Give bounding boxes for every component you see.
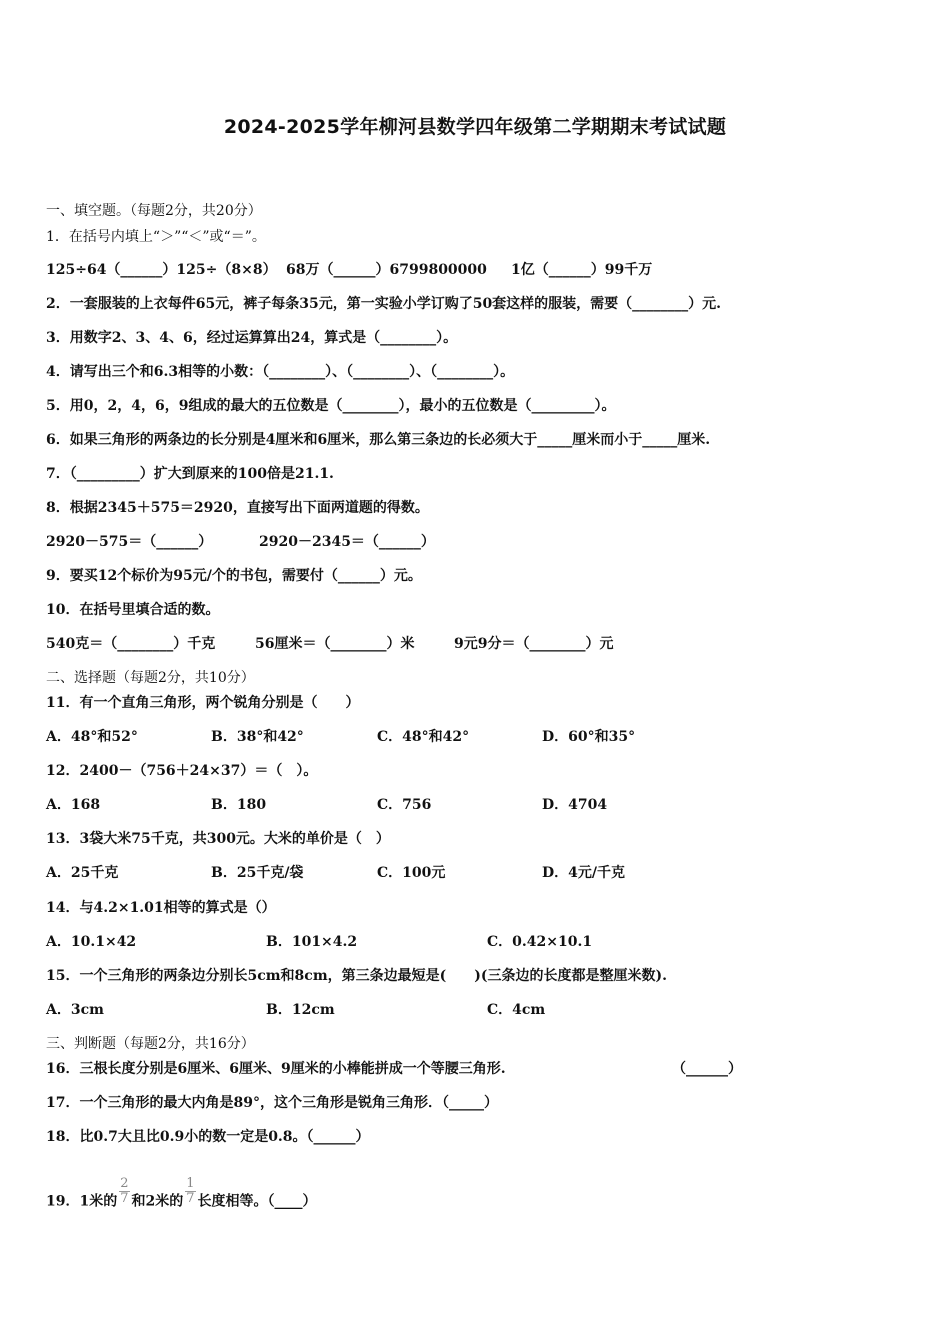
question-17: 17．一个三角形的最大内角是89°，这个三角形是锐角三角形．（_____） [46, 1095, 498, 1111]
q19-text-1: 19．1米的 [46, 1193, 118, 1210]
question-10: 10．在括号里填合适的数。 [46, 602, 220, 618]
q13-option-a: A．25千克 [46, 865, 119, 881]
fraction-one-seventh [185, 1177, 195, 1206]
q1-item-2: 68万（______）6799800000 [286, 262, 487, 278]
fraction-denominator: 7 [120, 1191, 129, 1206]
fraction-numerator: 1 [186, 1176, 195, 1191]
question-4: 4．请写出三个和6.3相等的小数：（________）、（________）、（________）。 [46, 364, 515, 380]
question-13: 13．3袋大米75千克，共300元。大米的单价是（ ） [46, 831, 390, 847]
q10-item-3: 9元9分＝（________）元 [454, 636, 614, 652]
question-6: 6．如果三角形的两条边的长分别是4厘米和6厘米，那么第三条边的长必须大于_____厘米而小于_____厘米. [46, 432, 711, 448]
q11-option-b: B．38°和42° [211, 729, 304, 745]
q8-item-2: 2920－2345＝（______） [259, 534, 435, 550]
question-19 [46, 1176, 317, 1216]
q1-item-3: 1亿（______）99千万 [511, 262, 653, 278]
q16-text: 16．三根长度分别是6厘米、6厘米、9厘米的小棒能拼成一个等腰三角形. [46, 1061, 506, 1077]
q16-blank: （______） [672, 1061, 742, 1077]
question-15: 15．一个三角形的两条边分别长5cm和8cm，第三条边最短是( )(三条边的长度都是整厘米数). [46, 968, 668, 984]
q15-option-a: A．3cm [46, 1002, 104, 1018]
q14-option-a: A．10.1×42 [46, 934, 137, 950]
q11-option-a: A．48°和52° [46, 729, 138, 745]
q13-option-b: B．25千克/袋 [211, 865, 304, 881]
q12-option-a: A．168 [46, 797, 101, 813]
question-1: 1．在括号内填上“＞”“＜”或“＝”。 [46, 229, 266, 245]
section-heading-judgement: 三、判断题（每题2分，共16分） [46, 1036, 255, 1052]
q19-text-2: 和2米的 [131, 1193, 184, 1210]
fraction-two-sevenths [119, 1177, 129, 1206]
section-heading-choice: 二、选择题（每题2分，共10分） [46, 670, 255, 686]
section-heading-fill-blank: 一、填空题。（每题2分，共20分） [46, 203, 262, 219]
page-title: 2024-2025学年柳河县数学四年级第二学期期末考试试题 [223, 116, 727, 138]
fraction-denominator: 7 [186, 1191, 195, 1206]
q8-item-1: 2920－575＝（______） [46, 534, 213, 550]
fraction-numerator: 2 [120, 1176, 129, 1191]
question-5: 5．用0，2，4，6，9组成的最大的五位数是（________），最小的五位数是（_________）。 [46, 398, 616, 414]
q13-option-d: D．4元/千克 [542, 865, 625, 881]
question-8: 8．根据2345＋575＝2920，直接写出下面两道题的得数。 [46, 500, 429, 516]
q14-option-c: C．0.42×10.1 [487, 934, 593, 950]
question-2: 2．一套服装的上衣每件65元，裤子每条35元，第一实验小学订购了50套这样的服装，需要（________）元. [46, 296, 722, 312]
q12-option-c: C．756 [377, 797, 432, 813]
question-11: 11．有一个直角三角形，两个锐角分别是（ ） [46, 695, 360, 711]
q15-option-c: C．4cm [487, 1002, 546, 1018]
q10-item-2: 56厘米＝（________）米 [255, 636, 415, 652]
q10-item-1: 540克＝（________）千克 [46, 636, 216, 652]
q12-option-d: D．4704 [542, 797, 608, 813]
q14-option-b: B．101×4.2 [266, 934, 358, 950]
question-9: 9．要买12个标价为95元/个的书包，需要付（______）元。 [46, 568, 422, 584]
question-7: 7．（_________）扩大到原来的100倍是21.1. [46, 466, 334, 482]
q1-item-1: 125÷64（______）125÷（8×8） [46, 262, 277, 278]
question-12: 12．2400－（756＋24×37）＝（ ）。 [46, 763, 318, 779]
q12-option-b: B．180 [211, 797, 267, 813]
q11-option-c: C．48°和42° [377, 729, 470, 745]
question-3: 3．用数字2、3、4、6，经过运算算出24，算式是（________）。 [46, 330, 458, 346]
q11-option-d: D．60°和35° [542, 729, 636, 745]
q13-option-c: C．100元 [377, 865, 446, 881]
question-18: 18．比0.7大且比0.9小的数一定是0.8。（______） [46, 1129, 370, 1145]
question-14: 14．与4.2×1.01相等的算式是（） [46, 900, 276, 916]
q15-option-b: B．12cm [266, 1002, 335, 1018]
q19-text-3: 长度相等。（____） [197, 1193, 317, 1210]
